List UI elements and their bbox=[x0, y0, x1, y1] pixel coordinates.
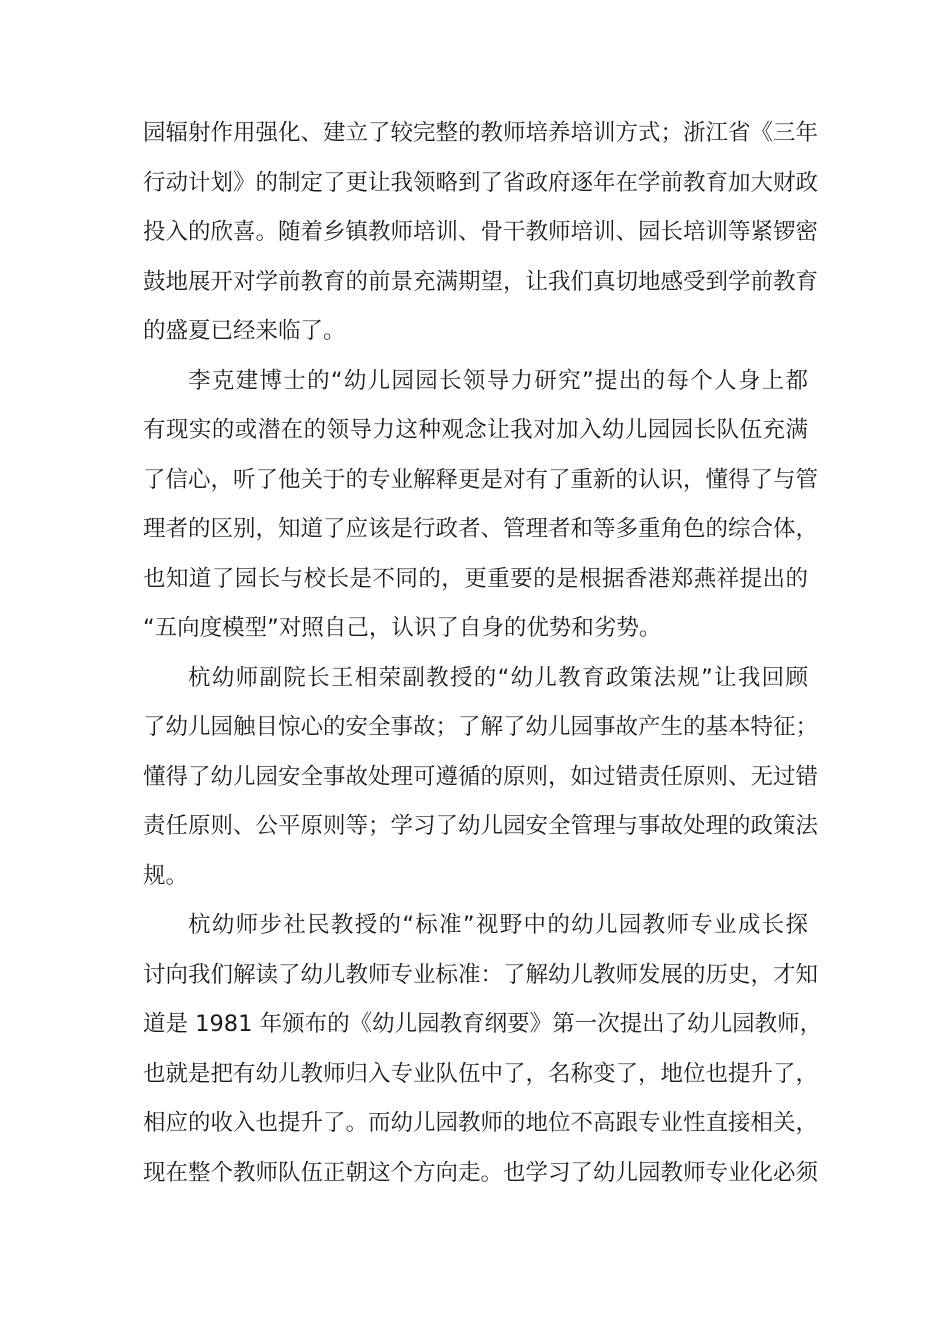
text-line: 杭幼师副院长王相荣副教授的“幼儿教育政策法规”让我回顾 bbox=[188, 664, 808, 691]
text-line: 有现实的或潜在的领导力这种观念让我对加入幼儿园园长队伍充满 bbox=[143, 417, 808, 443]
text-line: 也就是把有幼儿教师归入专业队伍中了，名称变了，地位也提升了， bbox=[143, 1060, 819, 1087]
text-line: 投入的欣喜。随着乡镇教师培训、骨干教师培训、园长培训等紧锣密 bbox=[143, 219, 819, 245]
text-line: 行动计划》的制定了更让我领略到了省政府逐年在学前教育加大财政 bbox=[143, 169, 819, 196]
text-line: 了信心，听了他关于的专业解释更是对有了重新的认识，懂得了与管 bbox=[143, 466, 819, 493]
text-line: 现在整个教师队伍正朝这个方向走。也学习了幼儿园教师专业化必须 bbox=[143, 1159, 819, 1186]
text-line: 规。 bbox=[143, 862, 189, 889]
paragraph bbox=[143, 109, 819, 357]
text-line: 李克建博士的“幼儿园园长领导力研究”提出的每个人身上都 bbox=[188, 367, 808, 394]
text-line: 相应的收入也提升了。而幼儿园教师的地位不高跟专业性直接相关， bbox=[143, 1110, 819, 1136]
text-line: 责任原则、公平原则等；学习了幼儿园安全管理与事故处理的政策法 bbox=[143, 813, 819, 839]
document-body bbox=[143, 109, 823, 1198]
paragraph bbox=[143, 654, 819, 902]
text-line: 园辐射作用强化、建立了较完整的教师培养培训方式；浙江省《三年 bbox=[143, 120, 819, 146]
text-line: 也知道了园长与校长是不同的，更重要的是根据香港郑燕祥提出的 bbox=[143, 565, 808, 592]
text-line: 的盛夏已经来临了。 bbox=[143, 318, 346, 344]
paragraph bbox=[143, 901, 823, 1198]
text-line: 了幼儿园触目惊心的安全事故；了解了幼儿园事故产生的基本特征； bbox=[143, 714, 819, 740]
paragraph bbox=[143, 357, 819, 654]
text-line: 道是 1981 年颁布的《幼儿园教育纲要》第一次提出了幼儿园教师， bbox=[143, 1011, 823, 1037]
text-line: 鼓地展开对学前教育的前景充满期望，让我们真切地感受到学前教育 bbox=[143, 268, 819, 295]
text-line: 讨向我们解读了幼儿教师专业标准：了解幼儿教师发展的历史，才知 bbox=[143, 961, 819, 988]
text-line: 杭幼师步社民教授的“标准”视野中的幼儿园教师专业成长探 bbox=[188, 912, 808, 938]
text-line: 懂得了幼儿园安全事故处理可遵循的原则，如过错责任原则、无过错 bbox=[143, 763, 819, 790]
text-line: “五向度模型”对照自己，认识了自身的优势和劣势。 bbox=[143, 615, 662, 641]
text-line: 理者的区别，知道了应该是行政者、管理者和等多重角色的综合体， bbox=[143, 516, 819, 542]
